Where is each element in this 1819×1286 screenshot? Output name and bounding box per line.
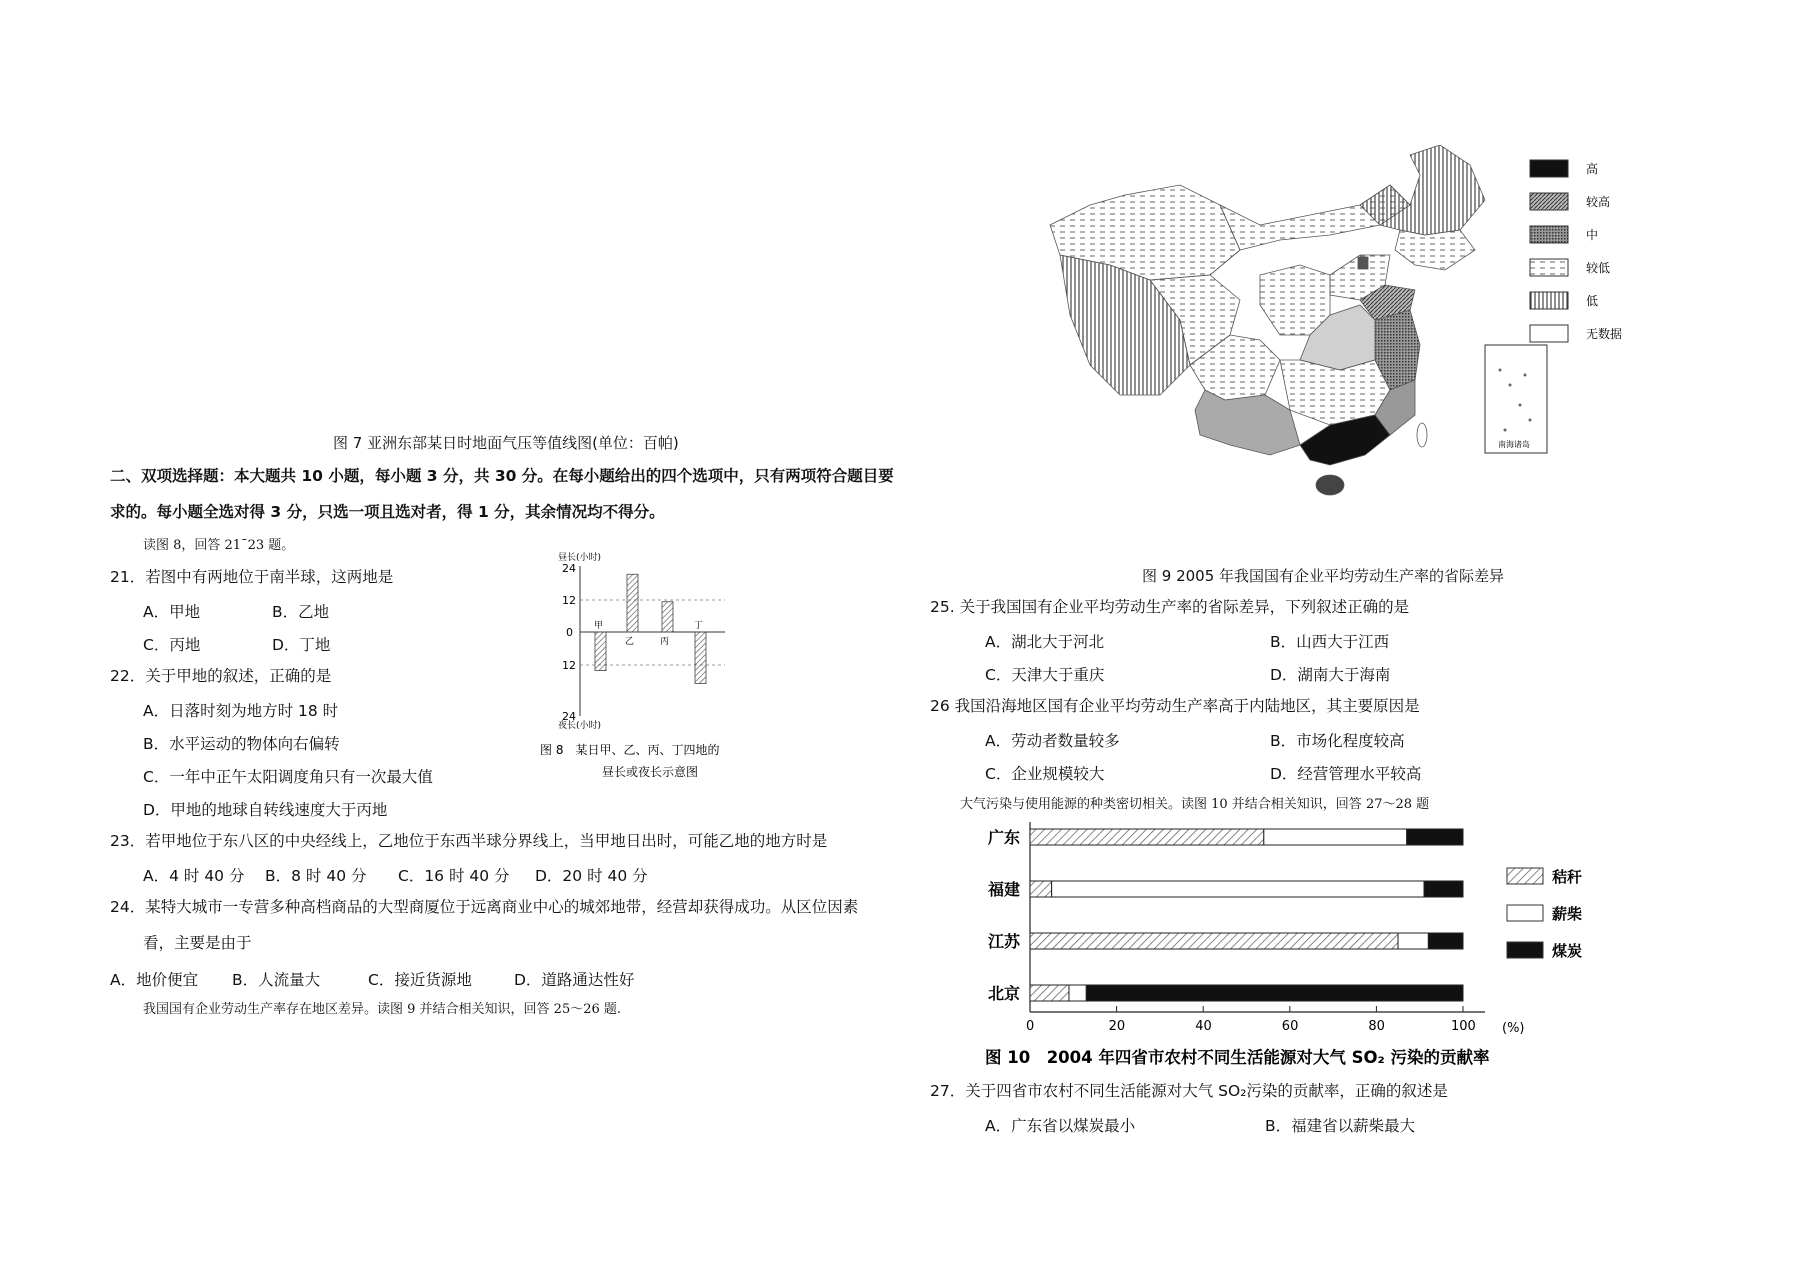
fig8-place-bing: 丙: [660, 637, 670, 647]
fig10-chart: [975, 822, 1595, 1072]
q27-option-a[interactable]: A．广东省以煤炭最小: [985, 1117, 1136, 1135]
fig8-place-ding: 丁: [694, 621, 704, 631]
fig10-legend-swatch-coal: [1507, 942, 1543, 958]
map-region-beijing: [1358, 257, 1368, 269]
fig10-category-1: 广东: [988, 828, 1021, 847]
q23-stem: 23．若甲地位于东八区的中央经线上，乙地位于东西半球分界线上，当甲地日出时，可能乙地的地方时是: [110, 832, 828, 850]
fig8-caption-line1: 图 8 某日甲、乙、丙、丁四地的: [540, 743, 720, 757]
fig10-tick-0: 0: [1026, 1019, 1035, 1034]
q22-option-b[interactable]: B．水平运动的物体向右偏转: [143, 735, 340, 753]
fig10-bar-4-1: [1030, 985, 1069, 1001]
fig8-bottom-label: 夜长(小时): [558, 721, 602, 731]
fig8-bar-night-1: [595, 632, 606, 671]
fig8-bar-night-4: [695, 632, 706, 683]
map-region-jilin-liaoning: [1395, 230, 1475, 270]
legend-label-nodata: 无数据: [1586, 327, 1623, 341]
fig10-category-4: 北京: [988, 984, 1021, 1003]
fig10-legend-firewood: 薪柴: [1552, 905, 1583, 923]
legend-swatch-low: [1530, 292, 1568, 309]
map-region-guangdong: [1300, 415, 1390, 465]
fig10-bar-4-3: [1086, 985, 1463, 1001]
map-region-yunnan-guangxi: [1195, 390, 1300, 455]
fig8-chart: [540, 548, 760, 786]
q26-option-b[interactable]: B．市场化程度较高: [1270, 732, 1405, 750]
fig8-tick-12-bottom: 12: [562, 659, 576, 672]
fig10-tick-60: 60: [1281, 1019, 1299, 1034]
q23-option-a[interactable]: A．4 时 40 分: [143, 867, 245, 885]
q21-option-c[interactable]: C．丙地: [143, 636, 201, 654]
fig8-place-yi: 乙: [625, 637, 635, 647]
map-region-hainan: [1316, 475, 1344, 495]
fig8-top-label: 昼长(小时): [558, 553, 602, 563]
fig8-tick-12-top: 12: [562, 594, 576, 607]
fig10-bar-1-3: [1407, 829, 1463, 845]
q26-stem: 26 我国沿海地区国有企业平均劳动生产率高于内陆地区，其主要原因是: [930, 697, 1420, 715]
fig9-legend: [1530, 160, 1622, 342]
fig8-caption-line2: 昼长或夜长示意图: [602, 765, 699, 779]
q24-option-d[interactable]: D．道路通达性好: [514, 971, 635, 989]
fig10-category-3: 江苏: [988, 932, 1021, 951]
fig10-legend-swatch-firewood: [1507, 905, 1543, 921]
q21-option-a[interactable]: A．甲地: [143, 603, 201, 621]
map-inset-box: [1485, 345, 1547, 453]
q24-option-a[interactable]: A．地价便宜: [110, 971, 199, 989]
fig10-caption: 图 10 2004 年四省市农村不同生活能源对大气 SO₂ 污染的贡献率: [985, 1048, 1490, 1067]
fig8-tick-24-bottom: 24: [562, 710, 576, 723]
q22-option-d[interactable]: D．甲地的地球自转线速度大于丙地: [143, 801, 388, 819]
map-inset-label: 南海诸岛: [1498, 440, 1530, 449]
fig8-tick-24-top: 24: [562, 562, 576, 575]
q21-option-d[interactable]: D．丁地: [272, 636, 331, 654]
q24-stem-line1: 24．某特大城市一专营多种高档商品的大型商厦位于远离商业中心的城郊地带，经营却获得成功。从区位因素: [110, 898, 859, 916]
section-title-line1: 二、双项选择题：本大题共 10 小题，每小题 3 分，共 30 分。在每小题给出的四个选项中，只有两项符合题目要: [110, 467, 894, 485]
fig7-caption: 图 7 亚洲东部某日时地面气压等值线图(单位：百帕): [333, 434, 679, 452]
intro-fig8: 读图 8，回答 21¯23 题。: [143, 538, 295, 553]
fig10-bar-3-3: [1428, 933, 1463, 949]
legend-label-high: 高: [1586, 162, 1599, 176]
fig9-caption: 图 9 2005 年我国国有企业平均劳动生产率的省际差异: [1142, 567, 1505, 585]
fig10-bar-3-1: [1030, 933, 1398, 949]
legend-label-highish: 较高: [1586, 195, 1611, 209]
legend-swatch-nodata: [1530, 325, 1568, 342]
fig9-map: [1030, 145, 1630, 535]
q26-option-d[interactable]: D．经营管理水平较高: [1270, 765, 1422, 783]
fig10-bar-2-1: [1030, 881, 1052, 897]
legend-swatch-lowish: [1530, 259, 1568, 276]
legend-label-low: 低: [1586, 294, 1599, 308]
intro-fig9: 我国国有企业劳动生产率存在地区差异。读图 9 并结合相关知识，回答 25～26 题.: [143, 1002, 622, 1017]
q24-stem-line2: 看，主要是由于: [143, 934, 252, 952]
q21-option-b[interactable]: B．乙地: [272, 603, 330, 621]
q25-option-b[interactable]: B．山西大于江西: [1270, 633, 1390, 651]
fig10-legend-swatch-straw: [1507, 868, 1543, 884]
intro-fig10: 大气污染与使用能源的种类密切相关。读图 10 并结合相关知识，回答 27～28 题: [960, 797, 1430, 812]
legend-swatch-mid: [1530, 226, 1568, 243]
fig10-bar-2-3: [1424, 881, 1463, 897]
q27-stem: 27．关于四省市农村不同生活能源对大气 SO₂污染的贡献率，正确的叙述是: [930, 1082, 1448, 1100]
fig10-tick-100: 100: [1451, 1019, 1476, 1034]
fig10-bar-2-2: [1052, 881, 1424, 897]
fig10-bar-4-2: [1069, 985, 1086, 1001]
fig10-tick-40: 40: [1195, 1019, 1212, 1034]
map-region-heilongjiang: [1360, 145, 1485, 235]
q22-stem: 22．关于甲地的叙述，正确的是: [110, 667, 332, 685]
q23-option-b[interactable]: B．8 时 40 分: [265, 867, 367, 885]
legend-swatch-high: [1530, 160, 1568, 177]
q21-stem: 21．若图中有两地位于南半球，这两地是: [110, 568, 394, 586]
fig10-legend-straw: 秸秆: [1552, 868, 1583, 886]
q22-option-a[interactable]: A．日落时刻为地方时 18 时: [143, 702, 339, 720]
fig10-category-2: 福建: [988, 880, 1021, 899]
fig10-tick-20: 20: [1108, 1019, 1126, 1034]
q24-option-b[interactable]: B．人流量大: [232, 971, 321, 989]
q26-option-c[interactable]: C．企业规模较大: [985, 765, 1105, 783]
q27-option-b[interactable]: B．福建省以薪柴最大: [1265, 1117, 1416, 1135]
fig10-legend-coal: 煤炭: [1552, 942, 1583, 960]
fig8-tick-0: 0: [566, 626, 573, 639]
q26-option-a[interactable]: A．劳动者数量较多: [985, 732, 1120, 750]
q25-option-c[interactable]: C．天津大于重庆: [985, 666, 1105, 684]
fig8-bar-day-2: [627, 574, 638, 632]
q23-option-c[interactable]: C．16 时 40 分: [398, 867, 510, 885]
q25-option-d[interactable]: D．湖南大于海南: [1270, 666, 1391, 684]
map-region-shaanxi: [1260, 265, 1330, 335]
q22-option-c[interactable]: C．一年中正午太阳调度角只有一次最大值: [143, 768, 433, 786]
q25-option-a[interactable]: A．湖北大于河北: [985, 633, 1105, 651]
q24-option-c[interactable]: C．接近货源地: [368, 971, 472, 989]
fig10-unit: (%): [1502, 1021, 1525, 1036]
fig8-bar-day-3: [662, 602, 673, 632]
legend-swatch-highish: [1530, 193, 1568, 210]
fig10-bar-1-2: [1264, 829, 1407, 845]
fig8-place-jia: 甲: [594, 621, 604, 631]
fig10-bar-1-1: [1030, 829, 1264, 845]
section-title-line2: 求的。每小题全选对得 3 分，只选一项且选对者，得 1 分，其余情况均不得分。: [110, 503, 665, 521]
fig10-tick-80: 80: [1368, 1019, 1385, 1034]
fig10-bar-3-2: [1398, 933, 1428, 949]
legend-label-lowish: 较低: [1586, 261, 1611, 275]
q25-stem: 25. 关于我国国有企业平均劳动生产率的省际差异，下列叙述正确的是: [930, 598, 1410, 616]
map-region-taiwan: [1417, 423, 1427, 447]
q23-option-d[interactable]: D．20 时 40 分: [535, 867, 648, 885]
legend-label-mid: 中: [1586, 228, 1599, 242]
